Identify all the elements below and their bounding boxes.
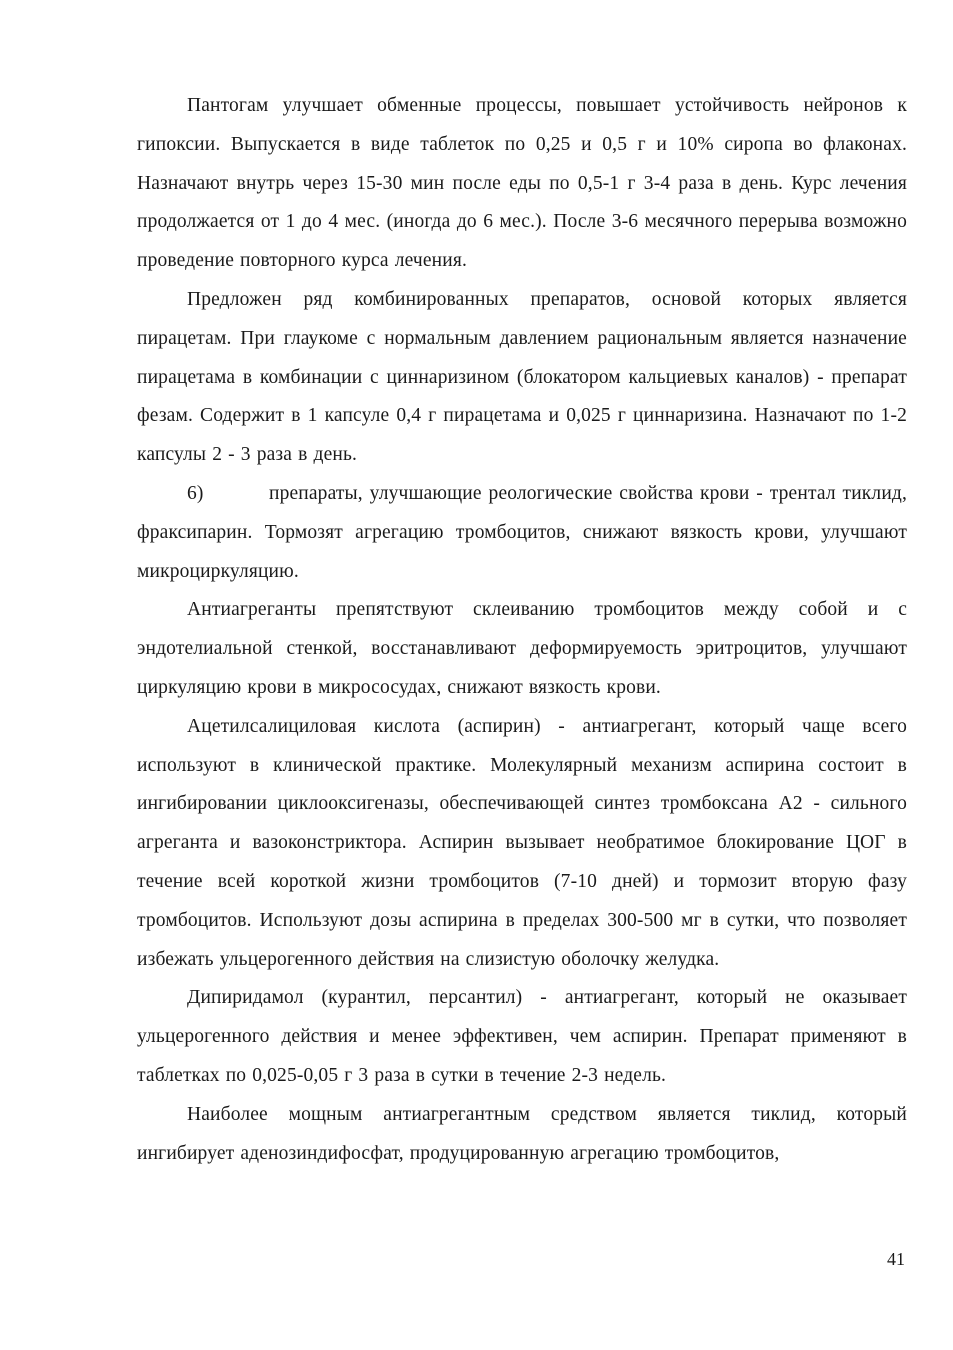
paragraph-combined-drugs: Предложен ряд комбинированных препаратов, основой которых является пирацетам. При глаукоме с нормальным давлением рациональным является назначение пирацетама в комбинации с циннаризином (блокатором кальциевых каналов) - препарат фезам. Содержит в 1 капсуле 0,4 г пирацетама и 0,025 г циннаризина. Назначают по 1-2 капсулы 2 - 3 раза в день. bbox=[137, 288, 907, 466]
paragraph-aspirin: Ацетилсалициловая кислота (аспирин) - антиагрегант, который чаще всего используют в клинической практике. Молекулярный механизм аспирина состоит в ингибировании циклооксигеназы, обеспечивающей синтез тромбоксана А2 - сильного агреганта и вазоконстриктора. Аспирин вызывает необратимое блокирование ЦОГ в течение всей короткой жизни тромбоцитов (7-10 дней) и тормозит вторую фазу тромбоцитов. Используют дозы аспирина в пределах 300-500 мг в сутки, что позволяет избежать ульцерогенного действия на слизистую оболочку желудка. bbox=[137, 715, 907, 970]
paragraph-dipyridamole: Дипиридамол (курантил, персантил) - антиагрегант, который не оказывает ульцерогенного действия и менее эффективен, чем аспирин. Препарат применяют в таблетках по 0,025-0,05 г 3 раза в сутки в течение 2-3 недель. bbox=[137, 987, 907, 1086]
list-item-number: 6) bbox=[187, 482, 204, 504]
list-item-text: препараты, улучшающие реологические свойства крови - трентал тиклид, фраксипарин. Тормозят агрегацию тромбоцитов, снижают вязкость крови, улучшают микроциркуляцию. bbox=[137, 482, 907, 582]
body-text bbox=[137, 87, 907, 1173]
paragraph-pantogam: Пантогам улучшает обменные процессы, повышает устойчивость нейронов к гипоксии. Выпускается в виде таблеток по 0,25 и 0,5 г и 10% сиропа во флаконах. Назначают внутрь через 15-30 мин после еды по 0,5-1 г 3-4 раза в день. Курс лечения продолжается от 1 до 4 мес. (иногда до 6 мес.). После 3-6 месячного перерыва возможно проведение повторного курса лечения. bbox=[137, 95, 907, 272]
paragraph-ticlid: Наиболее мощным антиагрегантным средством является тиклид, который ингибирует аденозиндифосфат, продуцированную агрегацию тромбоцитов, bbox=[137, 1103, 907, 1164]
page-number: 41 bbox=[887, 1249, 905, 1269]
paragraph-antiaggregants: Антиагреганты препятствуют склеиванию тромбоцитов между собой и с эндотелиальной стенкой, восстанавливают деформируемость эритроцитов, улучшают циркуляцию крови в микрососудах, снижают вязкость крови. bbox=[137, 599, 907, 698]
list-item-6 bbox=[137, 475, 907, 591]
